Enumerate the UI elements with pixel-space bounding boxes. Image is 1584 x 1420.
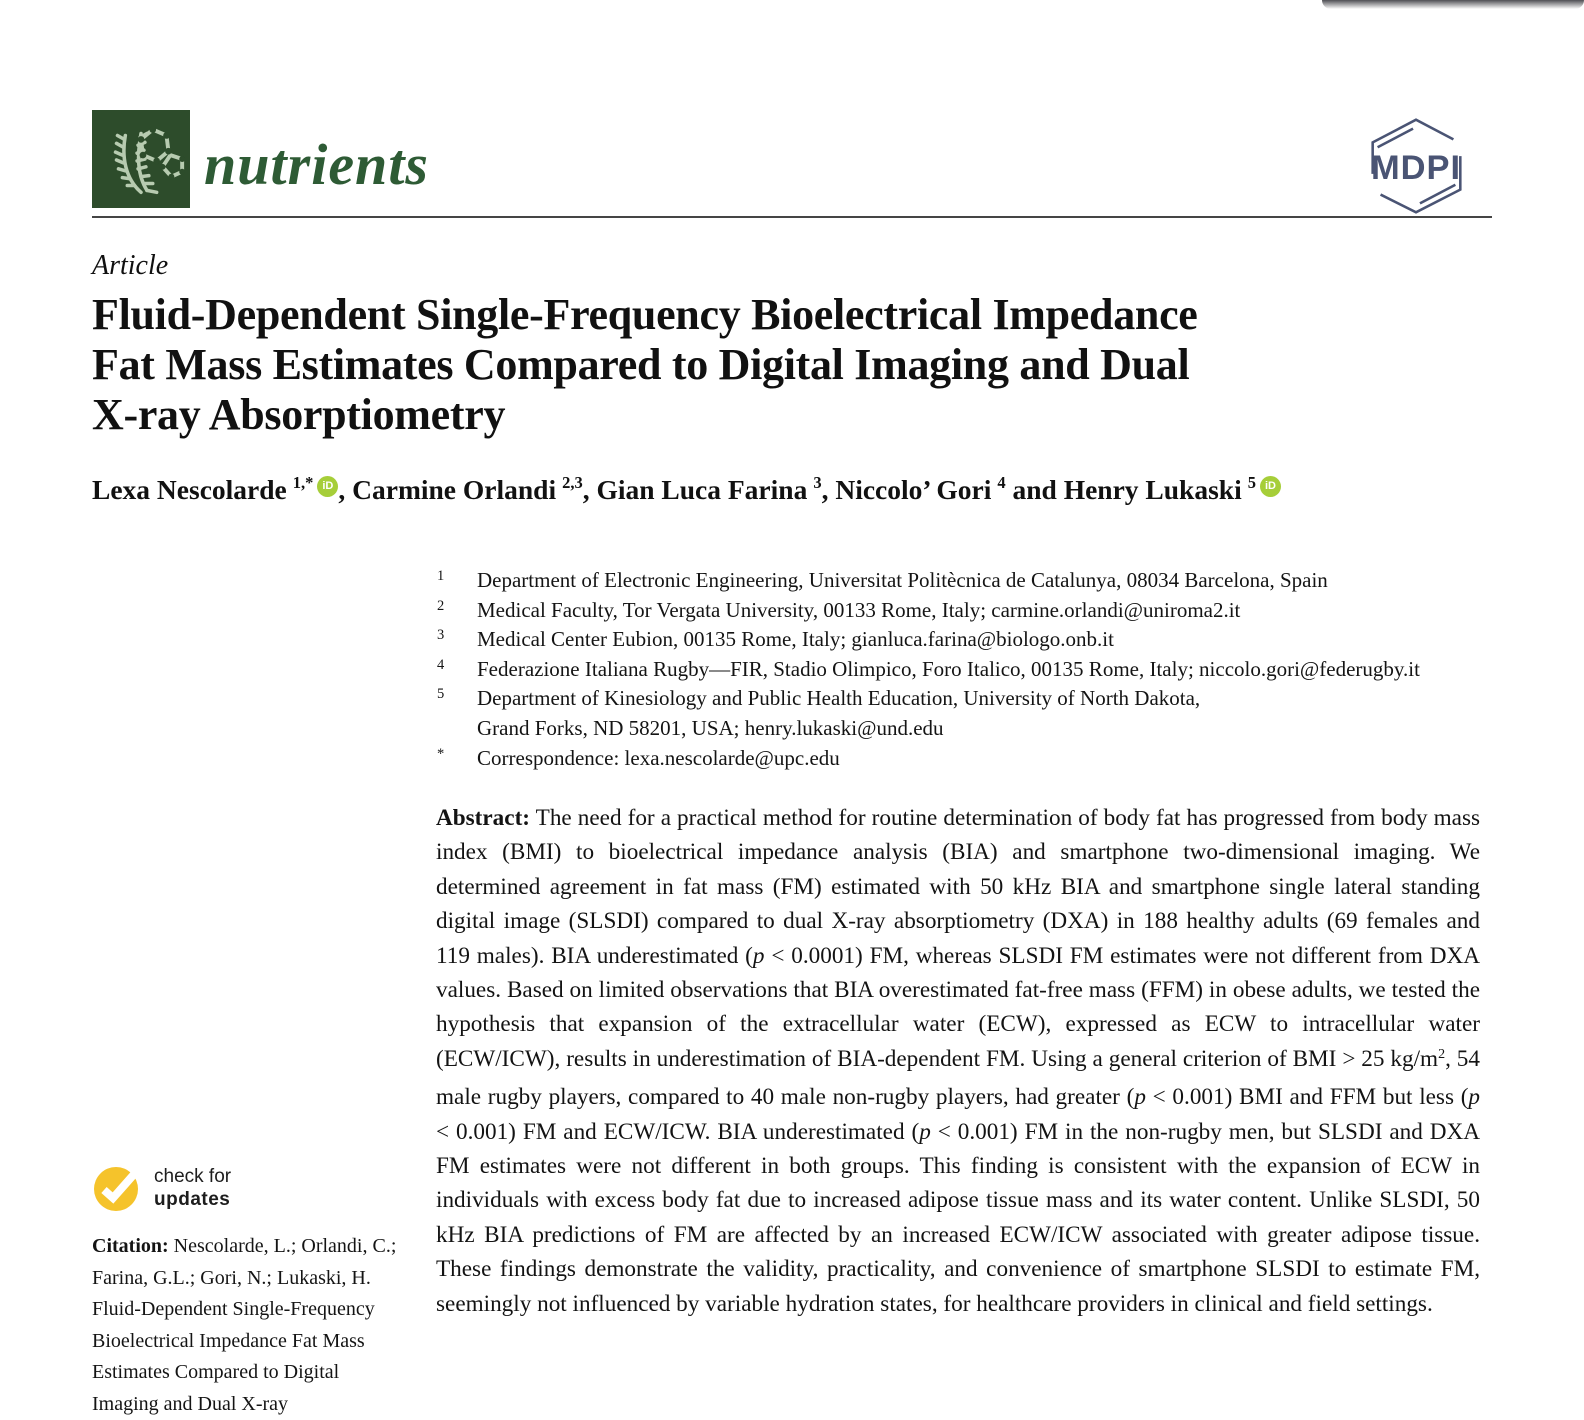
affiliation-text: Medical Center Eubion, 00135 Rome, Italy; gianluca.farina@biologo.onb.it xyxy=(477,627,1114,652)
orcid-icon[interactable]: iD xyxy=(317,476,338,497)
affiliation-number: 4 xyxy=(437,656,445,673)
citation-line: Citation: Nescolarde, L.; Orlandi, C.; xyxy=(92,1235,397,1257)
affiliation-row xyxy=(437,744,1517,774)
citation-label: Citation: xyxy=(92,1235,169,1257)
abstract xyxy=(436,801,1480,1321)
checkmark-icon xyxy=(92,1163,142,1213)
author-superscript: 5 xyxy=(1247,473,1256,492)
author-name: Gian Luca Farina xyxy=(596,474,808,505)
abstract-text-segment: The need for a practical method for routine determination of body fat has progressed from body mass index (BMI) to bioelectrical impedance analysis (BIA) and smartphone two-dimensional imaging. We determined agreement in fat mass (FM) estimated with 50 kHz BIA and smartphone single lateral standing digital image (SLSDI) compared to dual X-ray absorptiometry (DXA) in 188 healthy adults (69 females and 119 males). BIA underestimated ( xyxy=(436,805,1480,969)
affiliation-number: 2 xyxy=(437,597,445,614)
affiliation-row xyxy=(437,566,1517,596)
author-separator: , xyxy=(821,474,836,505)
author-separator: and xyxy=(1005,474,1064,505)
author-name: Henry Lukaski xyxy=(1063,474,1242,505)
abstract-label: Abstract: xyxy=(436,805,531,831)
affiliation-number: 1 xyxy=(437,568,445,584)
title-line: X-ray Absorptiometry xyxy=(92,390,506,439)
affiliation-text: Federazione Italiana Rugby—FIR, Stadio Olimpico, Foro Italico, 00135 Rome, Italy; niccolo.gori@federugby.it xyxy=(477,656,1420,681)
scan-artifact xyxy=(1322,0,1584,9)
affiliation-text: Department of Electronic Engineering, Universitat Politècnica de Catalunya, 08034 Barcelona, Spain xyxy=(477,568,1328,592)
abstract-text-segment: p xyxy=(752,942,765,969)
orcid-icon[interactable]: iD xyxy=(1260,476,1281,497)
journal-wordmark xyxy=(204,116,429,212)
abstract-text-segment: < 0.001) FM and ECW/ICW. BIA underestimated ( xyxy=(436,1118,920,1145)
article-type-label: Article xyxy=(92,250,169,281)
abstract-text-segment: p xyxy=(919,1118,931,1145)
abstract-text-segment: < 0.001) BMI and FFM but less ( xyxy=(1145,1084,1469,1111)
header-rule xyxy=(92,216,1492,218)
journal-name: nutrients xyxy=(204,131,429,197)
abstract-text-segment: < 0.001) FM in the non-rugby men, but SLSDI and DXA FM estimates were not different in both groups. This finding is consistent with the expansion of ECW in individuals with excess body fat due to increased adipose tissue mass and its water content. Unlike SLSDI, 50 kHz BIA predictions of FM are affected by an increased ECW/ICW associated with greater adipose tissue. These findings demonstrate the validity, practicality, and convenience of smartphone SLSDI to estimate FM, seemingly not influenced by variable hydration states, for healthcare providers in clinical and field settings. xyxy=(436,1118,1480,1317)
article-title xyxy=(92,290,1492,440)
author-separator: , xyxy=(582,474,597,505)
affiliation-row xyxy=(437,684,1517,743)
abstract-text-segment: p xyxy=(1468,1084,1481,1111)
citation-line: Farina, G.L.; Gori, N.; Lukaski, H. xyxy=(92,1266,371,1289)
citation-line: Estimates Compared to Digital xyxy=(92,1361,340,1384)
publisher-name: MDPI xyxy=(1370,148,1462,187)
citation-line: Imaging and Dual X-ray xyxy=(92,1392,289,1415)
check-badge-text: check for updates xyxy=(154,1166,232,1210)
affiliation-number: 3 xyxy=(437,627,445,644)
check-updates-badge[interactable] xyxy=(92,1163,231,1213)
citation-line: Bioelectrical Impedance Fat Mass xyxy=(92,1329,365,1352)
author-name: Niccolo’ Gori xyxy=(835,474,992,505)
citation-line: Fluid-Dependent Single-Frequency xyxy=(92,1298,375,1321)
affiliation-row xyxy=(437,625,1517,655)
authors-line xyxy=(92,474,1512,506)
abstract-text-segment: < 0.0001) FM, whereas SLSDI FM estimates were not different from DXA values. Based on limited observations that BIA overestimated fat-free mass (FFM) in obese adults, we tested the hypothesis that expansion of the extracellular water (ECW), expressed as ECW to intracellular water (ECW/ICW), results in underestimation of BIA-dependent FM. Using a general criterion of BMI > 25 kg/m xyxy=(436,942,1480,1072)
nutrients-logo-icon xyxy=(92,110,190,208)
affiliation-number: * xyxy=(437,745,445,762)
title-line: Fluid-Dependent Single-Frequency Bioelectrical Impedance xyxy=(92,290,1198,339)
abstract-text-segment: 2 xyxy=(1438,1046,1446,1062)
mdpi-logo xyxy=(1352,116,1480,216)
affiliations-list xyxy=(437,566,1517,773)
citation-block xyxy=(92,1231,432,1420)
affiliation-text: Medical Faculty, Tor Vergata University, 00133 Rome, Italy; carmine.orlandi@uniroma2.it xyxy=(477,597,1241,622)
affiliation-text: Department of Kinesiology and Public Health Education, University of North Dakota, Grand Forks, ND 58201, USA; henry.lukaski@und.edu xyxy=(477,686,1201,740)
author-superscript: 3 xyxy=(813,473,822,492)
author-superscript: 1,* xyxy=(292,473,314,492)
affiliation-text: Correspondence: lexa.nescolarde@upc.edu xyxy=(477,745,840,770)
author-separator: , xyxy=(338,474,353,505)
author-name: Carmine Orlandi xyxy=(352,474,557,505)
title-line: Fat Mass Estimates Compared to Digital Imaging and Dual xyxy=(92,340,1190,389)
affiliation-row xyxy=(437,655,1517,685)
abstract-text-segment: , 54 male rugby players, compared to 40 male non-rugby players, had greater ( xyxy=(436,1045,1480,1111)
author-superscript: 4 xyxy=(997,473,1006,492)
affiliation-number: 5 xyxy=(437,686,445,703)
affiliation-row xyxy=(437,596,1517,626)
author-superscript: 2,3 xyxy=(562,473,583,492)
abstract-text-segment: p xyxy=(1134,1084,1146,1111)
author-name: Lexa Nescolarde xyxy=(92,474,287,505)
